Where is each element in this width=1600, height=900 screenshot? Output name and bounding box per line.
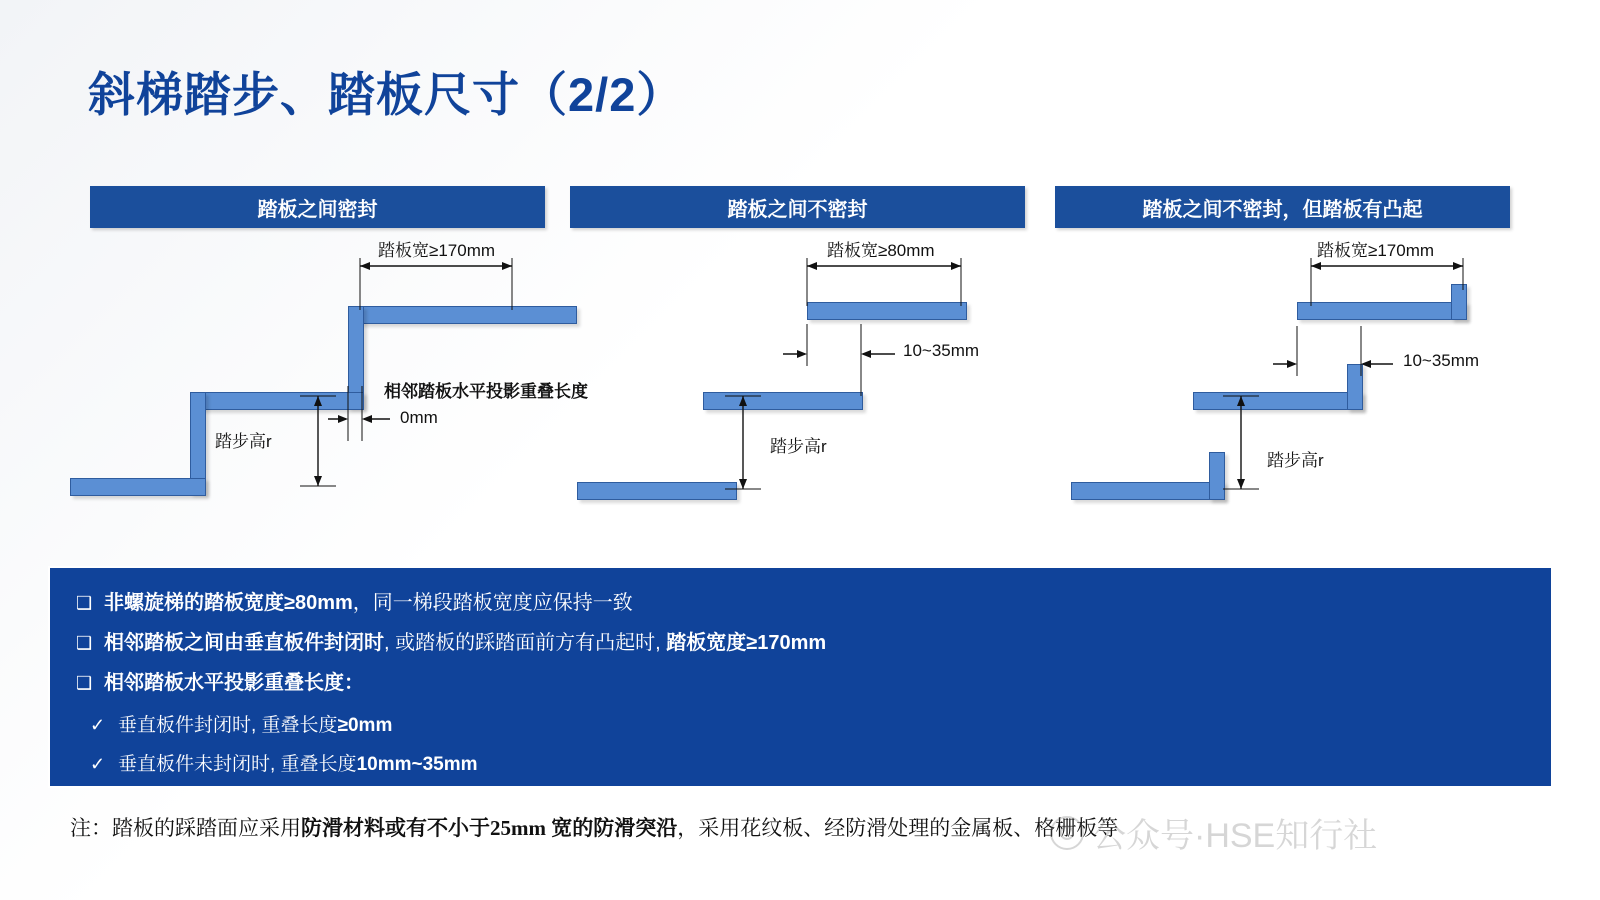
watermark-label: 公众号·HSE知行社 [1092, 817, 1378, 855]
bullet-marker-square: ❑ [76, 633, 93, 653]
diagram-unsealed-treads [565, 236, 1035, 541]
overlap-value: 0mm [400, 408, 438, 427]
column-header-label: 踏板之间密封 [257, 198, 378, 221]
diagram-annotations [565, 236, 1035, 541]
bullet-item [76, 626, 826, 655]
step-height-label: 踏步高r [215, 432, 272, 451]
column-header-sealed [90, 186, 545, 228]
tread-width-label: 踏板宽≥170mm [378, 241, 496, 260]
diagram-annotations [1055, 236, 1555, 541]
diagram-sealed-treads [60, 236, 588, 541]
tread-width-label: 踏板宽≥170mm [1317, 241, 1435, 260]
overlap-value: 10~35mm [903, 341, 980, 360]
step-height-label: 踏步高r [1267, 451, 1324, 470]
bullet-subitem [90, 749, 478, 776]
overlap-caption: 相邻踏板水平投影重叠长度 [384, 382, 588, 401]
bullet-subitem [90, 710, 392, 737]
bullet-text: 垂直板件未封闭时, 重叠长度10mm~35mm [118, 754, 478, 775]
bullet-item [76, 586, 633, 615]
overlap-value: 10~35mm [1403, 351, 1480, 370]
bullet-item [76, 666, 364, 695]
diagram-unsealed-with-nosing [1055, 236, 1555, 541]
requirements-box [48, 566, 1553, 788]
tread-width-label: 踏板宽≥80mm [827, 241, 935, 260]
bullet-text: 非螺旋梯的踏板宽度≥80mm，同一梯段踏板宽度应保持一致 [104, 592, 633, 614]
bullet-marker-check: ✓ [90, 754, 106, 774]
bullet-text: 垂直板件封闭时, 重叠长度≥0mm [118, 715, 393, 736]
bullet-marker-square: ❑ [76, 593, 93, 613]
bullet-marker-check: ✓ [90, 715, 106, 735]
step-height-label: 踏步高r [770, 437, 827, 456]
page-title: 斜梯踏步、踏板尺寸（2/2） [88, 68, 685, 121]
bullet-text: 相邻踏板水平投影重叠长度： [104, 672, 364, 694]
bullet-marker-square: ❑ [76, 673, 93, 693]
column-header-unsealed [570, 186, 1025, 228]
column-header-label: 踏板之间不密封，但踏板有凸起 [1142, 198, 1423, 221]
bullet-text: 相邻踏板之间由垂直板件封闭时, 或踏板的踩踏面前方有凸起时, 踏板宽度≥170mm [104, 632, 827, 654]
watermark [1050, 808, 1377, 857]
column-header-label: 踏板之间不密封 [727, 198, 868, 221]
watermark-logo-icon [1050, 816, 1084, 850]
column-header-unsealed-nosing [1055, 186, 1510, 228]
footnote: 注：踏板的踩踏面应采用防滑材料或有不小于25mm 宽的防滑突沿，采用花纹板、经防滑处理的金属板、格栅板等 [70, 816, 1119, 840]
